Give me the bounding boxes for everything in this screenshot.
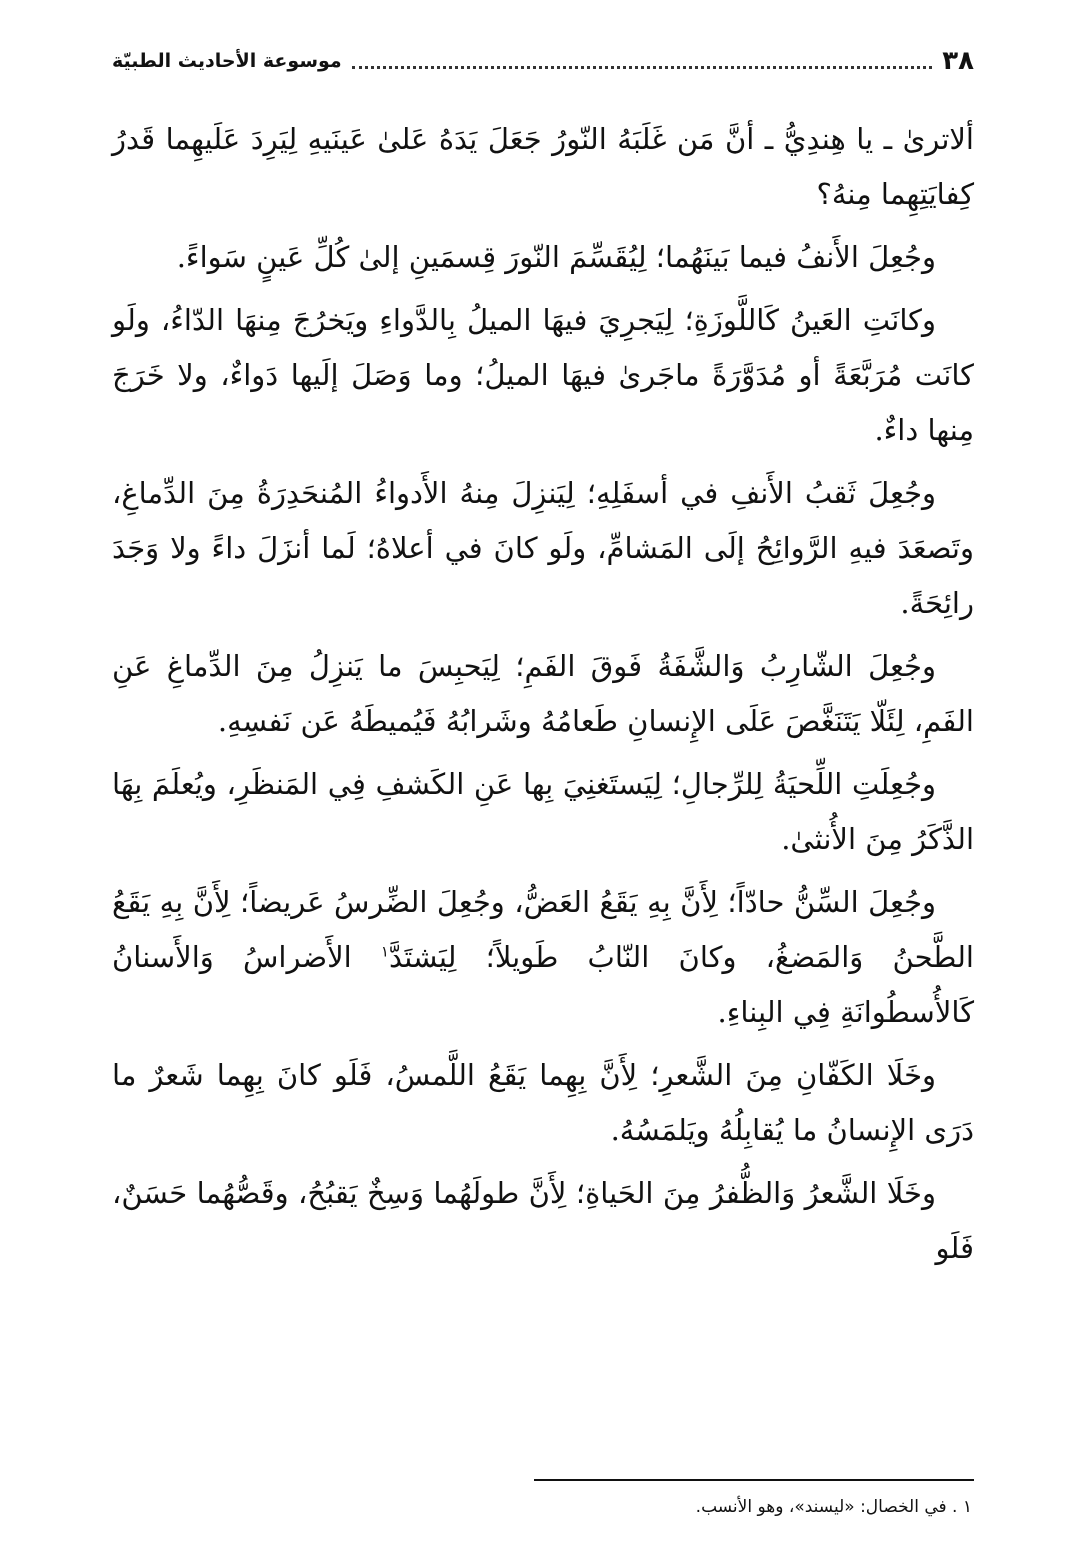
paragraph-text: وجُعِلَ السِّنُّ حادّاً؛ لِأَنَّ بِهِ يَقَعُ العَضُّ، وجُعِلَ الضِّرسُ عَريضاً؛ لِأَنَّ بِهِ يَقَعُ الطَّحنُ وَالمَضغُ، وكانَ النّابُ طَويلاً؛ لِيَشتَدَّ — [112, 885, 974, 974]
paragraph: وكانَتِ العَينُ كَاللَّوزَةِ؛ لِيَجرِيَ فيهَا الميلُ بِالدَّواءِ ويَخرُجَ مِنهَا الدّاءُ، ولَو كانَت مُرَبَّعَةً أو مُدَوَّرَةً ماجَرىٰ فيهَا الميلُ؛ وما وَصَلَ إلَيها دَواءٌ، ولا خَرَجَ مِنها داءٌ. — [112, 303, 974, 447]
paragraph: وخَلَا الكَفّانِ مِنَ الشَّعرِ؛ لِأَنَّ بِهِما يَقَعُ اللَّمسُ، فَلَو كانَ بِهِما شَعرٌ ما دَرَى الإِنسانُ ما يُقابِلُهُ ويَلمَسُهُ. — [112, 1058, 974, 1147]
paragraph-with-footnote — [112, 875, 974, 1040]
paragraph: وجُعِلَ ثَقبُ الأَنفِ في أسفَلِهِ؛ لِيَنزِلَ مِنهُ الأَدواءُ المُنحَدِرَةُ مِنَ الدِّماغِ، وتَصعَدَ فيهِ الرَّوائِحُ إلَى المَشامِّ، ولَو كانَ في أعلاهُ؛ لَما أنزَلَ داءً ولا وَجَدَ رائِحَةً. — [112, 476, 974, 620]
running-header — [112, 44, 974, 78]
book-title: موسوعة الأحاديث الطبيّة — [112, 50, 342, 72]
header-dot-leader — [352, 54, 933, 69]
page-number: ٣٨ — [942, 46, 974, 76]
footnote-marker: ١ — [380, 942, 389, 961]
paragraph: وخَلَا الشَّعرُ وَالظُّفرُ مِنَ الحَياةِ؛ لِأَنَّ طولَهُما وَسِخٌ يَقبُحُ، وقَصُّهُما حَسَنٌ، فَلَو — [112, 1176, 974, 1265]
footnote: ١ . في الخصال: «ليسند»، وهو الأنسب. — [695, 1497, 972, 1517]
paragraph-text: الأَضراسُ وَالأَسنانُ كَالأُسطُوانَةِ فِي البِناءِ. — [112, 940, 974, 1029]
paragraph: وجُعِلَ الأَنفُ فيما بَينَهُما؛ لِيُقَسِّمَ النّورَ قِسمَينِ إلىٰ كُلِّ عَينٍ سَواءً. — [176, 240, 936, 274]
footnote-separator — [534, 1479, 974, 1481]
paragraph: ألاترىٰ ـ يا هِندِيُّ ـ أنَّ مَن غَلَبَهُ النّورُ جَعَلَ يَدَهُ عَلىٰ عَينَيهِ لِيَرِدَ عَلَيهِما قَدرُ كِفايَتِهِما مِنهُ؟ — [112, 122, 974, 211]
paragraph: وجُعِلَتِ اللِّحيَةُ لِلرِّجالِ؛ لِيَستَغنِيَ بِها عَنِ الكَشفِ فِي المَنظَرِ، ويُعلَمَ بِهَا الذَّكَرُ مِنَ الأُنثىٰ. — [112, 767, 974, 856]
paragraph: وجُعِلَ الشّارِبُ وَالشَّفَةُ فَوقَ الفَمِ؛ لِيَحبِسَ ما يَنزِلُ مِنَ الدِّماغِ عَنِ الفَمِ، لِئَلّا يَتَنَغَّصَ عَلَى الإِنسانِ طَعامُهُ وشَرابُهُ فَيُميطَهُ عَن نَفسِهِ. — [112, 649, 974, 738]
main-text — [112, 112, 974, 1284]
